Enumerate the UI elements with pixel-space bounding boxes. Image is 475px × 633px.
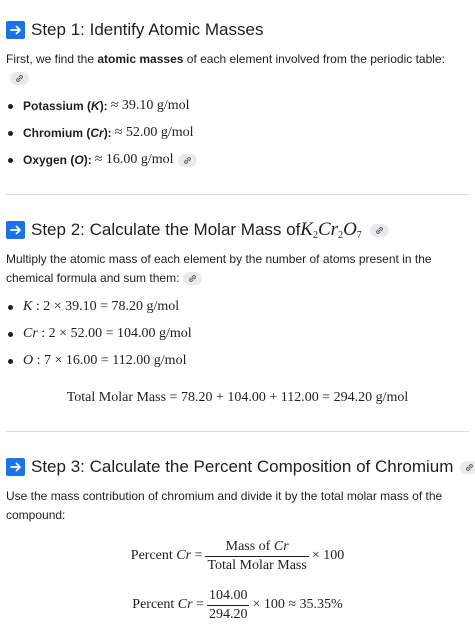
equation-rhs: × 100 xyxy=(311,548,345,563)
lhs-equals: = xyxy=(192,597,204,612)
fraction-numerator: 104.00 xyxy=(208,587,248,603)
element-label-end: ): xyxy=(99,99,108,113)
formula-k: K xyxy=(300,219,313,240)
percent-result xyxy=(0,585,475,625)
calc-expression: : 2 × 39.10 = 78.20 g/mol xyxy=(35,299,180,314)
formula-k-sub: 2 xyxy=(312,230,318,241)
fraction xyxy=(205,539,308,574)
numerator-text: Mass of xyxy=(225,538,274,554)
step3-heading xyxy=(6,455,475,479)
step1-heading xyxy=(6,18,263,42)
step2-intro xyxy=(6,250,466,288)
step2-intro-text: Multiply the atomic mass of each element by the number of atoms present in the chemical formula and sum them: xyxy=(6,252,432,285)
element-symbol: Cr xyxy=(23,326,38,341)
element-symbol: K xyxy=(91,99,100,113)
list-item xyxy=(8,123,194,143)
total-molar-mass: Total Molar Mass = 78.20 + 104.00 + 112.00 = 294.20 g/mol xyxy=(66,390,409,405)
step1-intro xyxy=(6,50,466,88)
step1-heading-text: Step 1: Identify Atomic Masses xyxy=(31,20,264,39)
arrow-right-icon xyxy=(6,458,25,476)
element-symbol: K xyxy=(23,299,33,314)
equation-rhs: × 100 ≈ 35.35% xyxy=(252,597,343,612)
list-item xyxy=(8,324,192,344)
element-label xyxy=(23,153,92,167)
atomic-mass-value: ≈ 39.10 g/mol xyxy=(110,98,190,113)
step3-heading-text: Step 3: Calculate the Percent Composition of Chromium xyxy=(31,457,454,476)
link-icon[interactable] xyxy=(10,72,29,85)
step3-intro: Use the mass contribution of chromium and divide it by the total molar mass of the compound: xyxy=(6,489,443,522)
equation-lhs xyxy=(131,548,203,564)
bullet-dot xyxy=(8,131,13,136)
element-label xyxy=(23,126,112,140)
link-icon[interactable] xyxy=(183,272,202,285)
bullet-dot xyxy=(8,158,13,163)
formula xyxy=(300,219,362,241)
lhs-text: Percent xyxy=(130,548,177,563)
element-label-end: ): xyxy=(103,126,112,140)
element-name: Potassium ( xyxy=(23,99,92,113)
link-icon[interactable] xyxy=(178,154,197,167)
list-item xyxy=(8,297,179,317)
atomic-mass-value: ≈ 52.00 g/mol xyxy=(114,125,194,140)
element-name: Chromium ( xyxy=(23,126,91,140)
formula-o-sub: 7 xyxy=(356,230,362,241)
bullet-dot xyxy=(8,305,13,310)
link-icon[interactable] xyxy=(460,461,475,474)
fraction-denominator: Total Molar Mass xyxy=(207,557,307,573)
arrow-right-icon xyxy=(6,21,25,39)
lhs-equals: = xyxy=(191,548,203,563)
element-symbol: O xyxy=(74,153,84,167)
lhs-symbol: Cr xyxy=(176,548,192,563)
element-symbol: Cr xyxy=(90,126,104,140)
lhs-symbol: Cr xyxy=(177,597,193,612)
bullet-dot xyxy=(8,104,13,109)
step2-heading-text: Step 2: Calculate the Molar Mass of xyxy=(31,220,301,239)
percent-formula xyxy=(0,536,475,576)
lhs-text: Percent xyxy=(132,597,178,612)
molar-mass-calc xyxy=(23,353,186,369)
calc-expression: : 7 × 16.00 = 112.00 g/mol xyxy=(36,353,187,368)
molar-mass-calc xyxy=(23,299,179,315)
calc-expression: : 2 × 52.00 = 104.00 g/mol xyxy=(41,326,192,341)
list-item xyxy=(8,351,186,371)
arrow-right-icon xyxy=(6,221,25,239)
section-divider xyxy=(6,431,469,432)
step1-intro-text-end: of each element involved from the periodic table: xyxy=(183,52,445,66)
equation-lhs xyxy=(132,597,204,613)
numerator-symbol: Cr xyxy=(273,538,289,554)
element-label xyxy=(23,99,108,113)
formula-o: O xyxy=(343,219,357,240)
bullet-dot xyxy=(8,359,13,364)
link-icon[interactable] xyxy=(370,224,389,237)
list-item xyxy=(8,150,197,170)
fraction-numerator xyxy=(224,539,291,556)
step1-intro-bold: atomic masses xyxy=(97,52,184,66)
formula-cr: Cr xyxy=(317,219,339,240)
fraction-denominator: 294.20 xyxy=(208,606,248,622)
molar-mass-calc xyxy=(23,326,192,342)
list-item xyxy=(8,96,190,116)
step1-intro-text: First, we find the xyxy=(6,52,98,66)
formula-cr-sub: 2 xyxy=(338,230,344,241)
section-divider xyxy=(6,194,469,195)
bullet-dot xyxy=(8,332,13,337)
atomic-mass-value: ≈ 16.00 g/mol xyxy=(94,152,174,167)
fraction xyxy=(207,588,250,623)
element-symbol: O xyxy=(23,353,34,368)
step2-heading xyxy=(6,218,389,242)
element-label-end: ): xyxy=(83,153,92,167)
element-name: Oxygen ( xyxy=(23,153,75,167)
